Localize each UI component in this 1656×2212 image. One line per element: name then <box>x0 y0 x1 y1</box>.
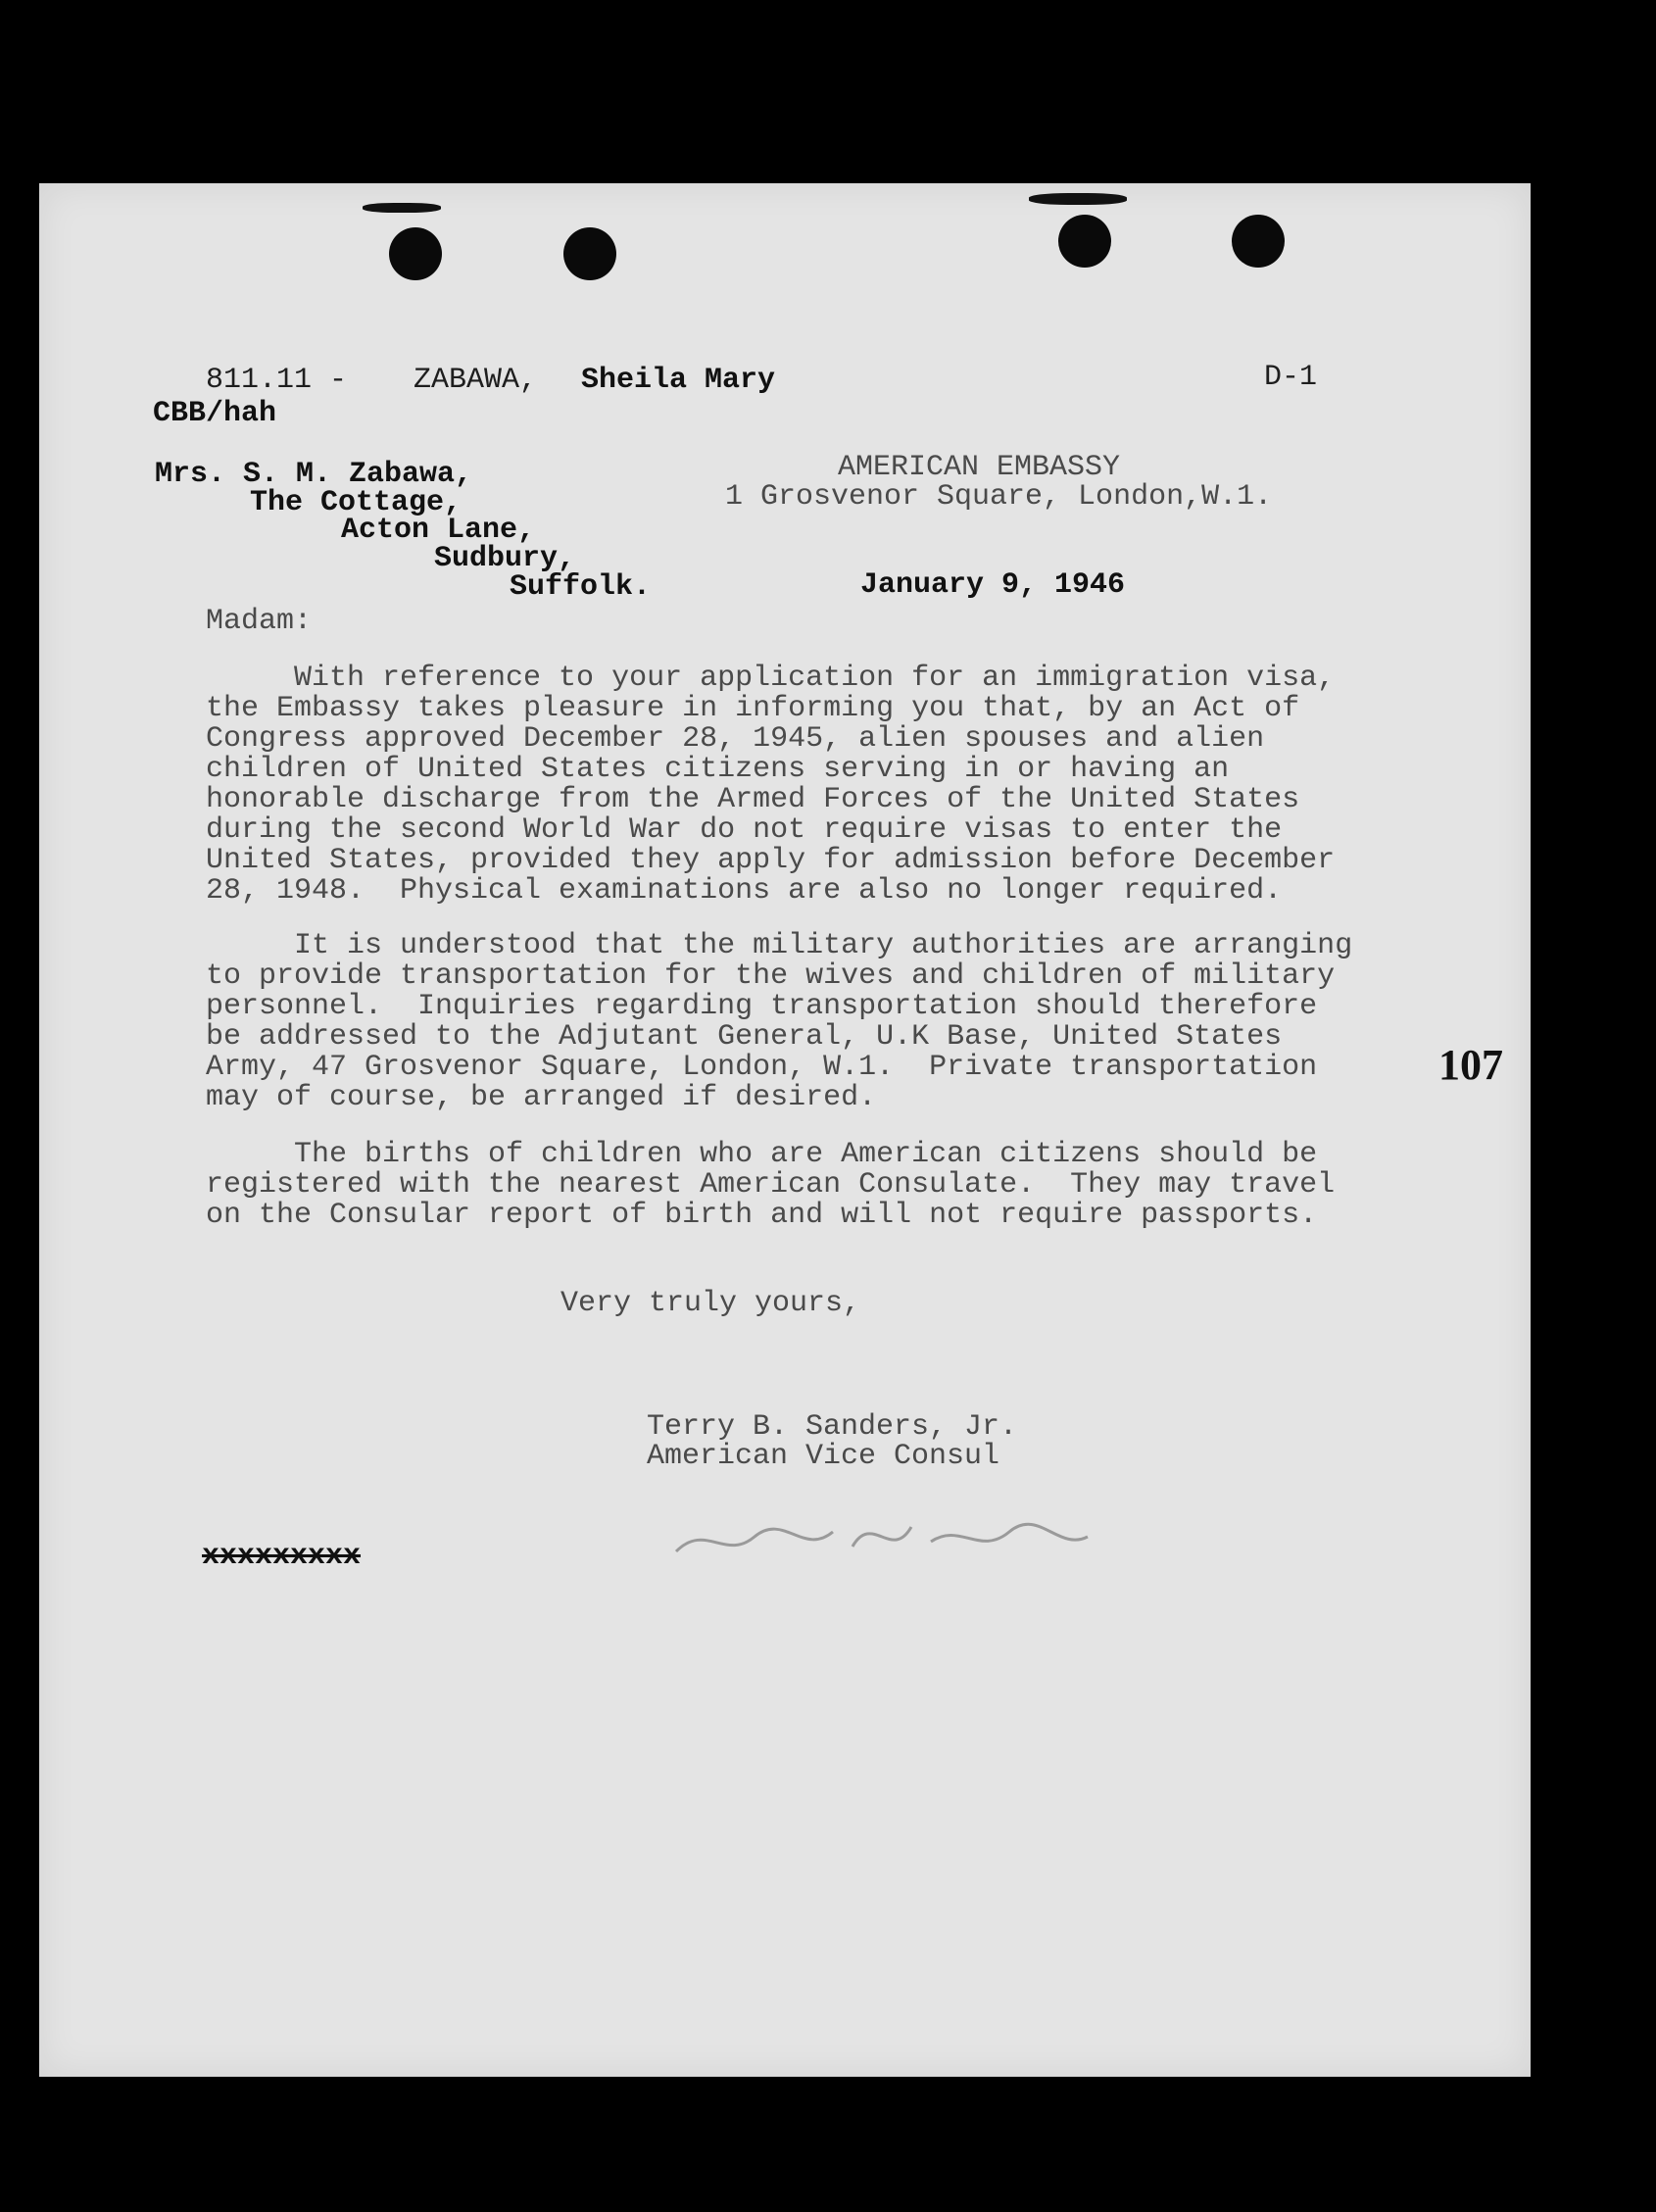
body-line: It is understood that the military authorities are arranging <box>206 929 1353 962</box>
body-line: The births of children who are American citizens should be <box>206 1138 1318 1171</box>
recipient-line3: Acton Lane, <box>341 514 536 547</box>
doc-code: D-1 <box>1264 361 1318 394</box>
surname: ZABAWA, <box>414 364 538 397</box>
initials: CBB/hah <box>153 397 277 430</box>
body-line: may of course, be arranged if desired. <box>206 1081 877 1114</box>
body-line: on the Consular report of birth and will not require passports. <box>206 1199 1318 1232</box>
complimentary-close: Very truly yours, <box>560 1287 861 1320</box>
tape-mark <box>1029 193 1127 205</box>
recipient-line5: Suffolk. <box>510 570 652 604</box>
punch-hole <box>563 227 616 280</box>
body-line: Army, 47 Grosvenor Square, London, W.1. Private transportation <box>206 1051 1318 1084</box>
body-line: With reference to your application for an immigration visa, <box>206 662 1336 695</box>
body-line: personnel. Inquiries regarding transportation should therefore <box>206 990 1318 1023</box>
footer-strikeout: xxxxxxxxx <box>202 1540 362 1573</box>
recipient-line1: Mrs. S. M. Zabawa, <box>155 458 473 491</box>
sender-name: AMERICAN EMBASSY <box>838 451 1121 484</box>
body-line: during the second World War do not require visas to enter the <box>206 813 1283 847</box>
recipient-line4: Sudbury, <box>434 542 576 575</box>
signer-name: Terry B. Sanders, Jr. <box>647 1410 1018 1444</box>
handwritten-signature <box>666 1502 1156 1571</box>
sender-address: 1 Grosvenor Square, London,W.1. <box>725 480 1273 514</box>
letter-page <box>39 183 1531 2077</box>
body-line: United States, provided they apply for admission before December <box>206 844 1336 877</box>
punch-hole <box>1058 215 1111 268</box>
body-line: honorable discharge from the Armed Forces of the United States <box>206 783 1300 816</box>
body-line: registered with the nearest American Consulate. They may travel <box>206 1168 1336 1202</box>
given-names: Sheila Mary <box>581 364 776 397</box>
body-line: children of United States citizens serving in or having an <box>206 753 1230 786</box>
body-line: Congress approved December 28, 1945, alien spouses and alien <box>206 722 1265 756</box>
punch-hole <box>389 227 442 280</box>
salutation: Madam: <box>206 605 313 638</box>
tape-mark <box>363 203 441 213</box>
page-number: 107 <box>1438 1041 1503 1089</box>
letter-date: January 9, 1946 <box>860 568 1126 602</box>
file-number: 811.11 - <box>206 364 348 397</box>
body-line: be addressed to the Adjutant General, U.K Base, United States <box>206 1020 1283 1054</box>
punch-hole <box>1232 215 1285 268</box>
body-line: 28, 1948. Physical examinations are also no longer required. <box>206 874 1283 908</box>
signer-title: American Vice Consul <box>647 1440 1000 1473</box>
body-line: to provide transportation for the wives and children of military <box>206 959 1336 993</box>
body-line: the Embassy takes pleasure in informing you that, by an Act of <box>206 692 1300 725</box>
recipient-line2: The Cottage, <box>250 486 463 519</box>
